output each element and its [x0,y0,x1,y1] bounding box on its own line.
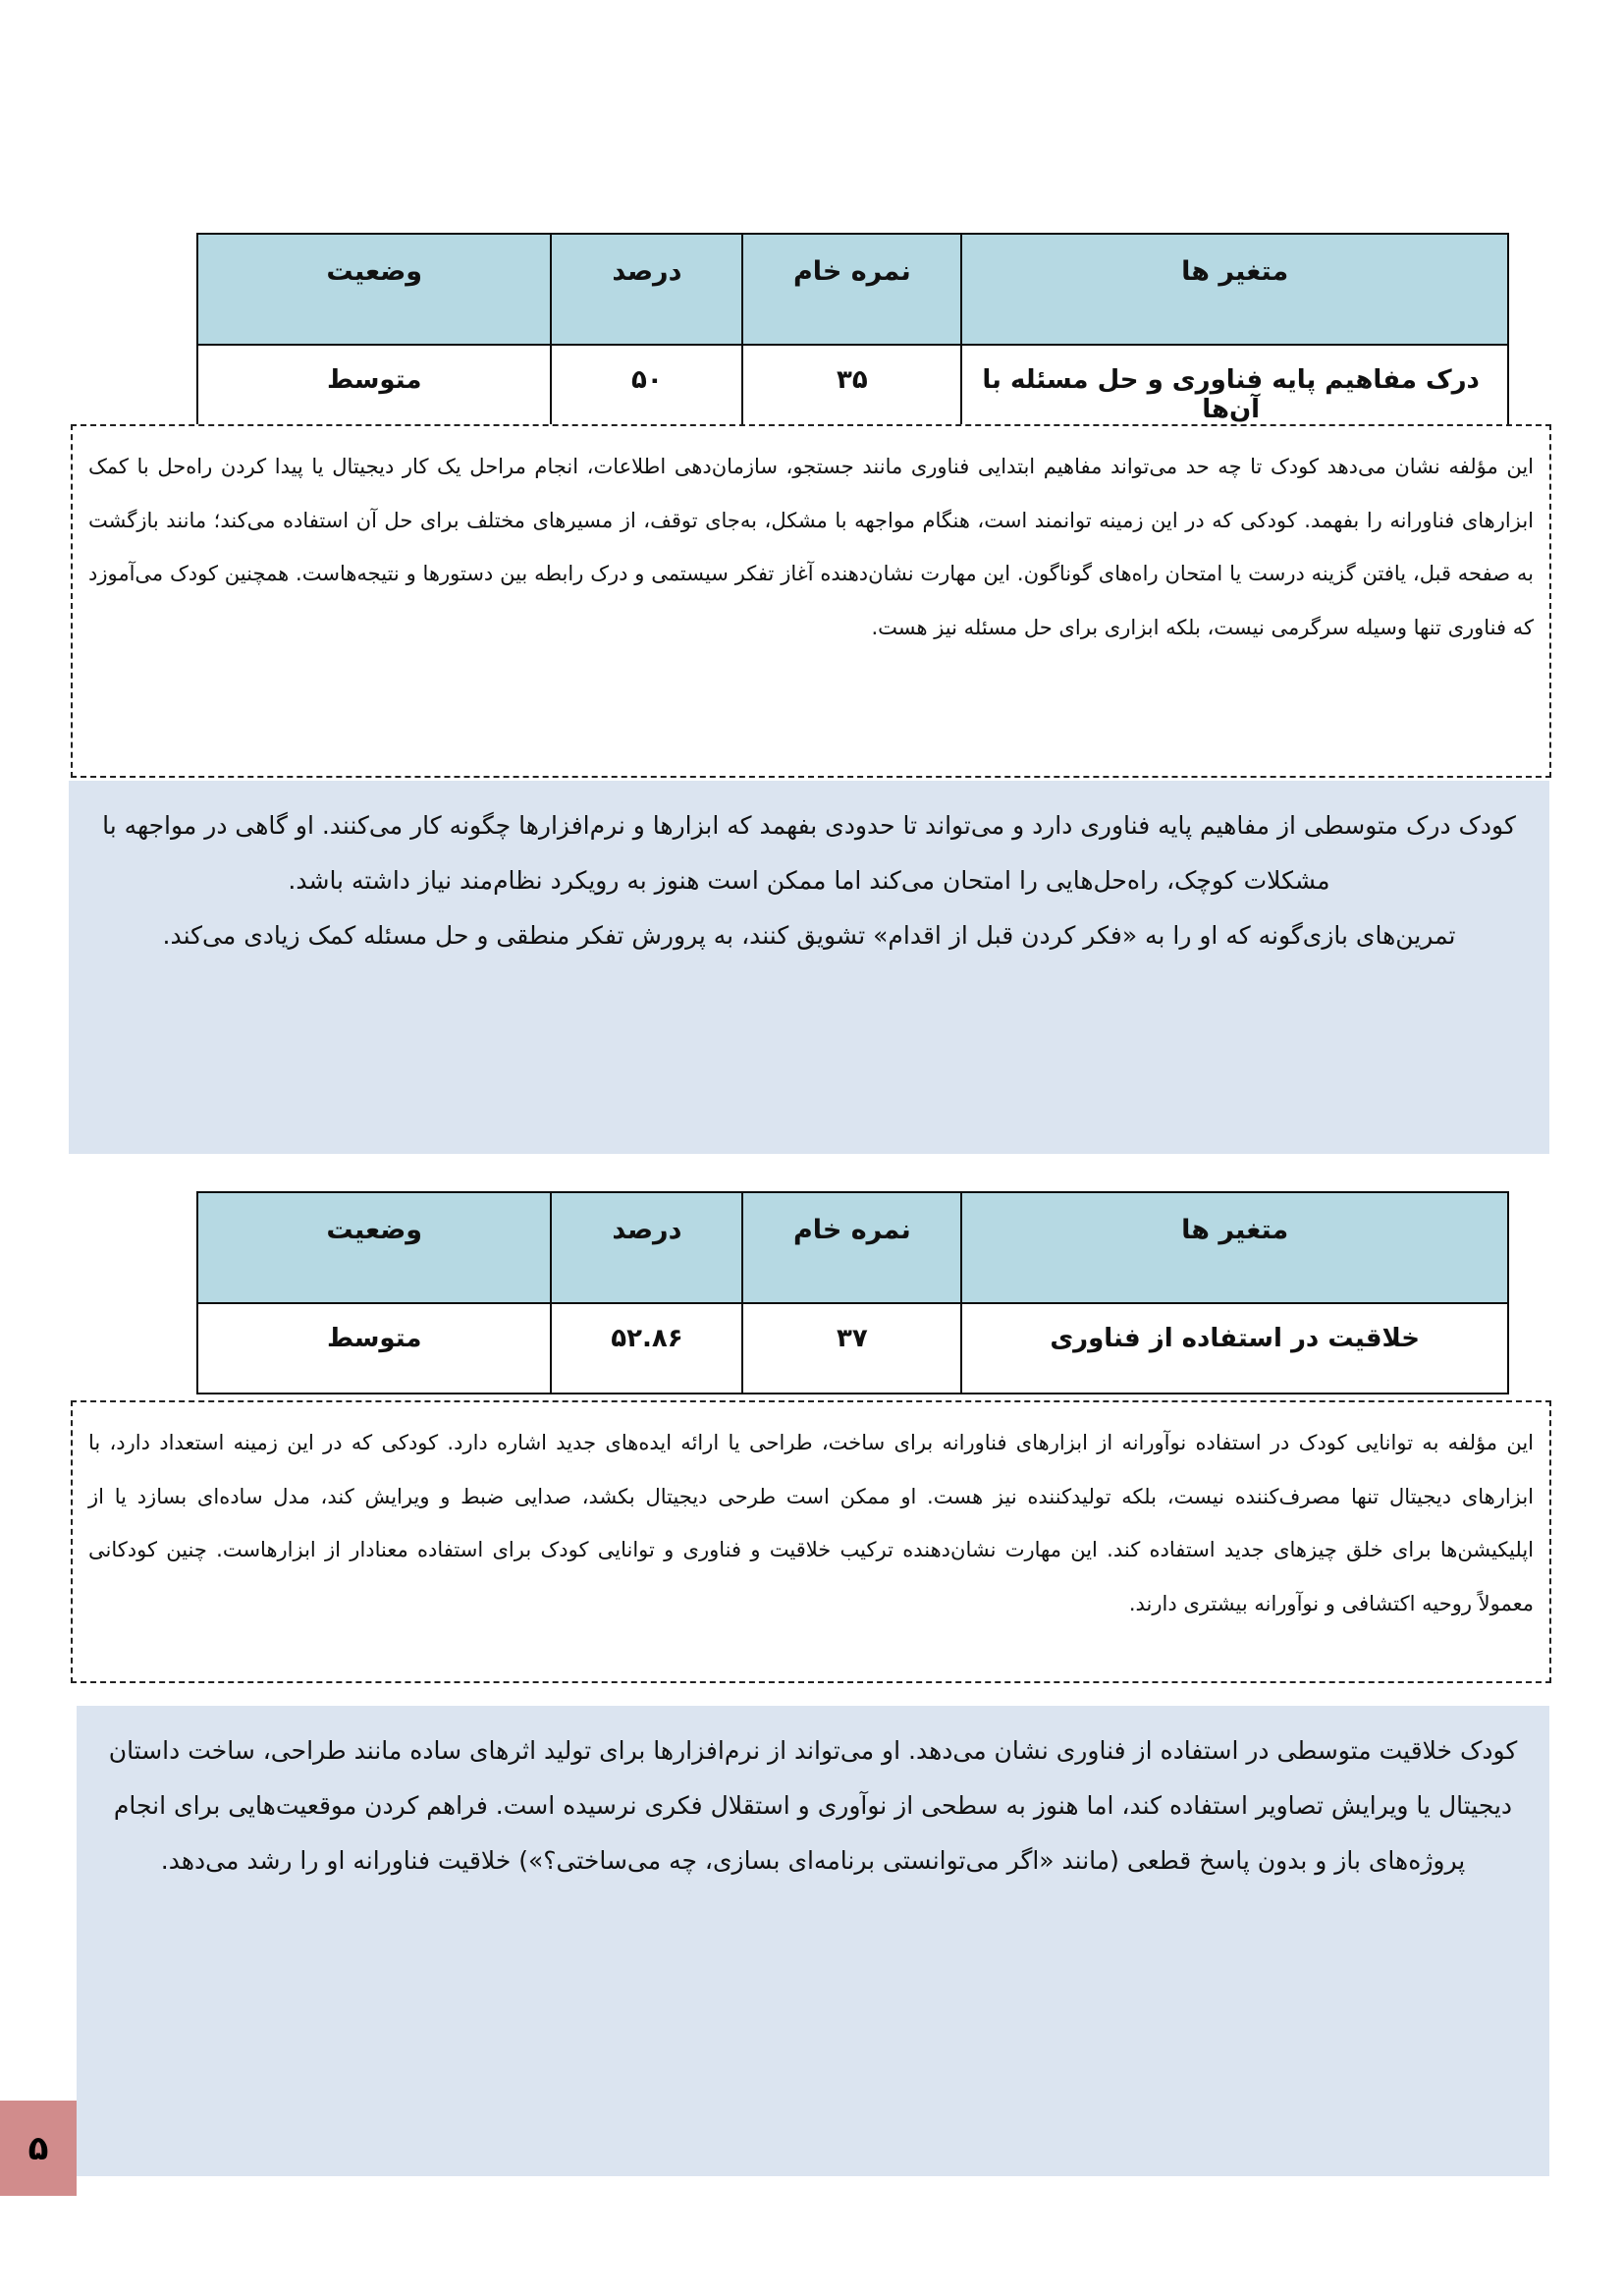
header-percent: درصد [551,1192,742,1303]
interpretation-box-1 [69,781,1549,1154]
table-row [197,1303,1508,1394]
header-variables: متغیر ها [961,234,1508,345]
score-table-1 [196,233,1509,426]
header-status: وضعیت [197,234,551,345]
header-status: وضعیت [197,1192,551,1303]
percent-cell: ۵۰ [551,345,742,425]
score-table-2 [196,1191,1509,1394]
definition-text: این مؤلفه نشان می‌دهد کودک تا چه حد می‌تواند مفاهیم ابتدایی فناوری مانند جستجو، سازمان‌دهی اطلاعات، انجام مراحل یک کار دیجیتال یا پیدا کردن راه‌حل با کمک ابزارهای فناورانه را بفهمد. کودکی که در این زمینه توانمند است، هنگام مواجهه با مشکل، به‌جای توقف، از مسیرهای مختلف برای حل آن استفاده می‌کند؛ مانند بازگشت به صفحه قبل، یافتن گزینه درست یا امتحان راه‌های گوناگون. این مهارت نشان‌دهنده آغاز تفکر سیستمی و درک رابطه بین دستورها و نتیجه‌هاست. همچنین کودک می‌آموزد که فناوری تنها وسیله سرگرمی نیست، بلکه ابزاری برای حل مسئله نیز هست. [88,455,1534,639]
interpretation-box-2 [77,1706,1549,2176]
raw-score-cell: ۳۵ [742,345,961,425]
definition-text: این مؤلفه به توانایی کودک در استفاده نوآورانه از ابزارهای فناورانه برای ساخت، طراحی یا ارائه ایده‌های جدید اشاره دارد. کودکی که در این زمینه استعداد دارد، با ابزارهای دیجیتال تنها مصرف‌کننده نیست، بلکه تولیدکننده نیز هست. او ممکن است طرحی دیجیتال بکشد، صدایی ضبط و ویرایش کند، مدل ساده‌ای بسازد یا از اپلیکیشن‌ها برای خلق چیزهای جدید استفاده کند. این مهارت نشان‌دهنده ترکیب خلاقیت و فناوری و توانایی کودک برای استفاده معنادار از ابزارهاست. چنین کودکانی معمولاً روحیه اکتشافی و نوآورانه بیشتری دارند. [88,1431,1534,1615]
status-cell: متوسط [197,345,551,425]
status-cell: متوسط [197,1303,551,1394]
table-row [197,345,1508,425]
interpretation-paragraph: تمرین‌های بازی‌گونه که او را به «فکر کردن قبل از اقدام» تشویق کنند، به پرورش تفکر منطقی و حل مسئله کمک زیادی می‌کند. [162,921,1456,950]
page-number-badge [0,2101,77,2196]
header-raw-score: نمره خام [742,1192,961,1303]
header-raw-score: نمره خام [742,234,961,345]
table-header-row [197,234,1508,345]
page-number: ۵ [27,2128,49,2168]
raw-score-cell: ۳۷ [742,1303,961,1394]
definition-box-1 [71,424,1551,778]
header-percent: درصد [551,234,742,345]
header-variables: متغیر ها [961,1192,1508,1303]
variable-cell: خلاقیت در استفاده از فناوری [961,1303,1508,1394]
definition-box-2 [71,1400,1551,1683]
interpretation-paragraph: کودک خلاقیت متوسطی در استفاده از فناوری نشان می‌دهد. او می‌تواند از نرم‌افزارها برای تولید اثرهای ساده مانند طراحی، ساخت داستان دیجیتال یا ویرایش تصاویر استفاده کند، اما هنوز به سطحی از نوآوری و استقلال فکری نرسیده است. فراهم کردن موقعیت‌هایی برای انجام پروژه‌های باز و بدون پاسخ قطعی (مانند «اگر می‌توانستی برنامه‌ای بسازی، چه می‌ساختی؟») خلاقیت فناورانه او را رشد می‌دهد. [108,1736,1518,1875]
percent-cell: ۵۲.۸۶ [551,1303,742,1394]
table-header-row [197,1192,1508,1303]
variable-cell: درک مفاهیم پایه فناوری و حل مسئله با آن‌ها [961,345,1508,425]
interpretation-paragraph: کودک درک متوسطی از مفاهیم پایه فناوری دارد و می‌تواند تا حدودی بفهمد که ابزارها و نرم‌افزارها چگونه کار می‌کنند. او گاهی در مواجهه با مشکلات کوچک، راه‌حل‌هایی را امتحان می‌کند اما ممکن است هنوز به رویکرد نظام‌مند نیاز داشته باشد. [102,811,1516,895]
